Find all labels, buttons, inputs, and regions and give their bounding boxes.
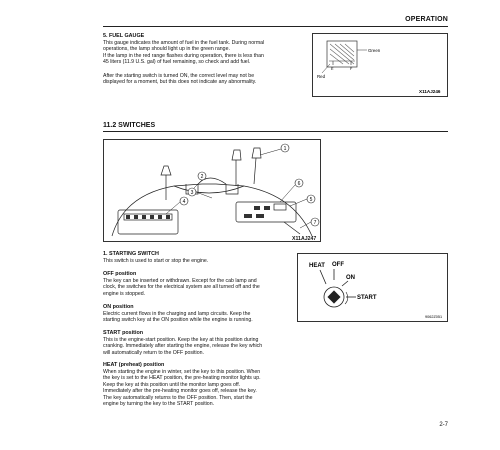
callout-label: 6 xyxy=(297,180,301,187)
callout-4 xyxy=(166,197,188,214)
starting-switch-figure xyxy=(297,253,448,322)
key-switch-illustration xyxy=(298,254,449,323)
text-line: starting switch key at the ON position while the engine is running. xyxy=(103,317,253,324)
red-label: Red xyxy=(317,74,326,79)
page-number: 2-7 xyxy=(439,422,448,428)
text-line: This is the engine-start position. Keep the key at this position during xyxy=(103,337,259,343)
text-line: The key can be inserted or withdrawn. Except for the cab lamp and xyxy=(103,278,257,284)
start-position-text xyxy=(103,337,293,356)
text-line: The key automatically returns to the OFF position. Then, start the xyxy=(103,394,253,401)
text-line: displayed for a moment, but this does not indicate any abnormality. xyxy=(103,79,257,86)
start-position-heading: START position xyxy=(103,330,144,336)
off-position-heading: OFF position xyxy=(103,271,137,277)
header-rule xyxy=(103,26,448,27)
switches-figure xyxy=(103,139,321,242)
green-label: Green xyxy=(368,48,381,53)
text-line: engine is stopped. xyxy=(103,290,146,297)
on-position-heading: ON position xyxy=(103,304,134,310)
text-line: the key is set to the HEAT position, the pre-heating monitor lights up. xyxy=(103,375,261,382)
switches-section-title: 11.2 SWITCHES xyxy=(103,122,156,129)
starting-switch-heading: 1. STARTING SWITCH xyxy=(103,251,159,257)
heat-position-heading: HEAT (preheat) position xyxy=(103,362,165,368)
text-line: This gauge indicates the amount of fuel in the fuel tank. During normal xyxy=(103,40,265,46)
text-line: If the lamp in the red range flashes during operation, there is less than xyxy=(103,52,264,59)
figure-code: 9062Z051 xyxy=(425,315,443,319)
text-line: When starting the engine in winter, set the key to this position. When xyxy=(103,369,261,375)
text-line: After the starting switch is turned ON, the correct level may not be xyxy=(103,73,255,79)
fuel-gauge-para1 xyxy=(103,40,311,66)
starting-switch-intro: This switch is used to start or stop the engine. xyxy=(103,258,209,264)
fuel-gauge-figure xyxy=(312,33,448,97)
text-line: cranking. Immediately after starting the engine, release the key which xyxy=(103,343,263,350)
start-label: START xyxy=(357,295,377,301)
figure-code: X11AJ246 xyxy=(419,89,441,94)
text-line: clock, the switches for the electrical system are all turned off and the xyxy=(103,284,260,291)
switches-figure-code: X11AJ247 xyxy=(292,236,317,242)
callout-1 xyxy=(260,144,289,155)
heat-position-text xyxy=(103,369,293,407)
fuel-gauge-para2 xyxy=(103,73,311,86)
callout-2 xyxy=(192,172,206,190)
switch-details xyxy=(126,206,270,219)
cab-illustration xyxy=(104,140,322,243)
gauge-graphic xyxy=(322,41,367,73)
empty-label: E xyxy=(331,67,334,71)
text-line: Electric current flows in the charging and lamp circuits. Keep the xyxy=(103,311,251,317)
on-position-text xyxy=(103,311,293,324)
text-line: will automatically return to the OFF position. xyxy=(103,349,204,356)
callout-6 xyxy=(280,179,303,202)
page-header-title: OPERATION xyxy=(405,16,448,23)
full-label: F xyxy=(350,67,353,71)
callout-label: 7 xyxy=(313,219,317,226)
text-line: Immediately after the pre-heating monitor goes off, release the key. xyxy=(103,388,257,395)
off-position-text xyxy=(103,278,293,297)
text-line: 45 liters (11.9 U.S. gal) of fuel remaining, so check and add fuel. xyxy=(103,59,251,66)
cab-drawing xyxy=(112,145,312,236)
text-line: operations, the lamp should light up in the green range. xyxy=(103,46,230,53)
on-label: ON xyxy=(346,275,355,281)
callout-label: 3 xyxy=(190,189,194,196)
callout-label: 1 xyxy=(283,145,287,152)
text-line: Keep the key at this position until the monitor lamp goes off. xyxy=(103,381,241,388)
callout-5 xyxy=(290,195,315,206)
section-rule xyxy=(103,131,448,132)
fuel-gauge-illustration xyxy=(313,34,449,98)
text-line: engine by turning the key to the START position. xyxy=(103,401,215,408)
callout-label: 5 xyxy=(309,196,313,203)
callout-label: 2 xyxy=(200,173,204,180)
off-label: OFF xyxy=(332,262,344,268)
heat-label: HEAT xyxy=(309,263,325,269)
callout-label: 4 xyxy=(182,198,186,205)
fuel-gauge-heading: 5. FUEL GAUGE xyxy=(103,33,145,39)
